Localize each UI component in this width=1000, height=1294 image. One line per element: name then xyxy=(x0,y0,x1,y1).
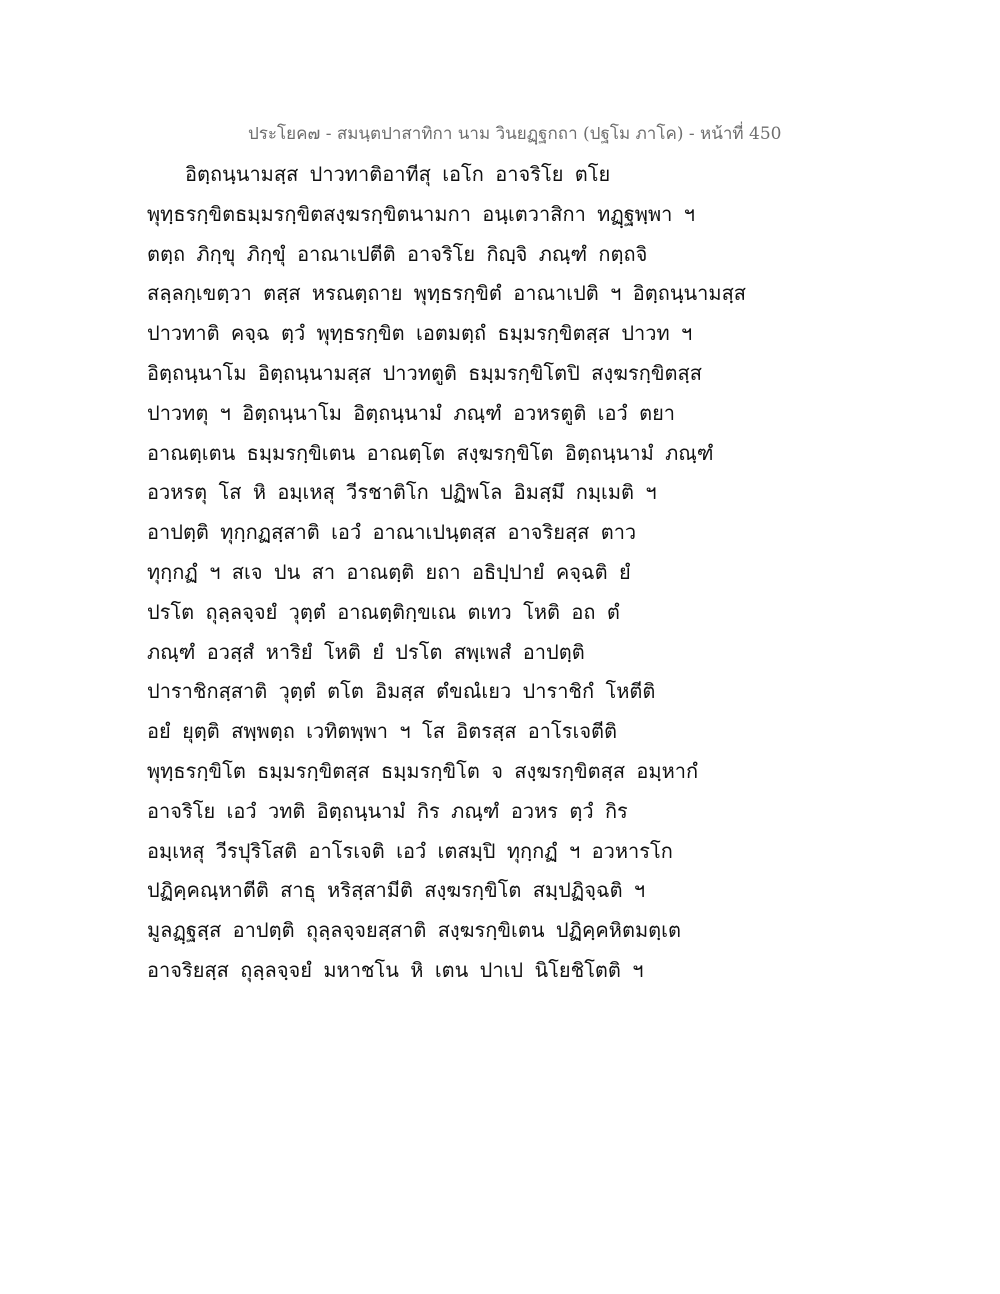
text-line: อาณตฺเตน ธมฺมรกฺขิเตน อาณตฺโต สงฺฆรกฺขิโต อิตฺถนฺนามํ ภณฺฑํ xyxy=(147,440,714,465)
text-line: อิตฺถนฺนาโม อิตฺถนฺนามสฺส ปาวทตูติ ธมฺมรกฺขิโตปิ สงฺฆรกฺขิตสฺส xyxy=(147,360,702,385)
text-line: มูลฏฺฐสฺส อาปตฺติ ถุลฺลจฺจยสฺสาติ สงฺฆรกฺขิเตน ปฏิคฺคหิตมตฺเต xyxy=(147,918,681,943)
text-line: อยํ ยุตฺติ สพฺพตฺถ เวทิตพฺพา ฯ โส อิตรสฺส อาโรเจตีติ xyxy=(147,719,618,744)
text-line: อมฺเหสุ วีรปุริโสติ อาโรเจติ เอวํ เตสมฺปิ ทุกฺกฏํ ฯ อวหารโก xyxy=(147,838,673,863)
text-line: ปาวทตุ ฯ อิตฺถนฺนาโม อิตฺถนฺนามํ ภณฺฑํ อวหรตูติ เอวํ ตยา xyxy=(147,400,676,425)
text-line: ปาราชิกสฺสาติ วุตฺตํ ตโต อิมสฺส ตํขณํเยว ปาราชิกํ โหตีติ xyxy=(147,679,656,704)
text-line: อาจริยสฺส ถุลฺลจฺจยํ มหาชโน หิ เตน ปาเป นิโยชิโตติ ฯ xyxy=(147,957,644,982)
text-line: อวหรตุ โส หิ อมฺเหสุ วีรชาติโก ปฏิพโล อิมสฺมึ กมฺเมติ ฯ xyxy=(147,480,657,505)
text-line: พุทฺธรกฺขิตธมฺมรกฺขิตสงฺฆรกฺขิตนามกา อนฺเตวาสิกา ทฏฺฐพฺพา ฯ xyxy=(147,201,695,226)
text-line: สลฺลกฺเขตฺวา ตสฺส หรณตฺถาย พุทฺธรกฺขิตํ อาณาเปติ ฯ อิตฺถนฺนามสฺส xyxy=(147,281,747,306)
text-line: ปาวทาติ คจฺฉ ตฺวํ พุทฺธรกฺขิต เอตมตฺถํ ธมฺมรกฺขิตสฺส ปาวท ฯ xyxy=(147,321,693,346)
body-text xyxy=(147,155,747,991)
text-line: พุทฺธรกฺขิโต ธมฺมรกฺขิตสฺส ธมฺมรกฺขิโต จ สงฺฆรกฺขิตสฺส อมฺหากํ xyxy=(147,758,699,783)
page-header: ประโยค๗ - สมนฺตปาสาทิกา นาม วินยฏฺฐกถา (ปฐโม ภาโค) - หน้าที่ 450 xyxy=(248,124,782,144)
text-line: ปฏิคฺคณฺหาตีติ สาธุ หริสฺสามีติ สงฺฆรกฺขิโต สมฺปฏิจฺฉติ ฯ xyxy=(147,878,646,903)
text-line: ภณฺฑํ อวสฺสํ หาริยํ โหติ ยํ ปรโต สพฺเพสํ อาปตฺติ xyxy=(147,639,585,664)
text-line: อาจริโย เอวํ วทติ อิตฺถนฺนามํ กิร ภณฺฑํ อวหร ตฺวํ กิร xyxy=(147,798,628,823)
text-line: ปรโต ถุลฺลจฺจยํ วุตฺตํ อาณตฺติกฺขเณ ตเทว โหติ อถ ตํ xyxy=(147,599,620,624)
text-line: ทุกฺกฏํ ฯ สเจ ปน สา อาณตฺติ ยถา อธิปฺปายํ คจฺฉติ ยํ xyxy=(147,559,631,584)
text-line: อาปตฺติ ทุกฺกฏสฺสาติ เอวํ อาณาเปนฺตสฺส อาจริยสฺส ตาว xyxy=(147,520,637,545)
text-line: อิตฺถนฺนามสฺส ปาวทาติอาทีสุ เอโก อาจริโย ตโย xyxy=(185,162,611,186)
text-line: ตตฺถ ภิกฺขุ ภิกฺขุํ อาณาเปตีติ อาจริโย กิญฺจิ ภณฺฑํ กตฺถจิ xyxy=(147,241,648,266)
